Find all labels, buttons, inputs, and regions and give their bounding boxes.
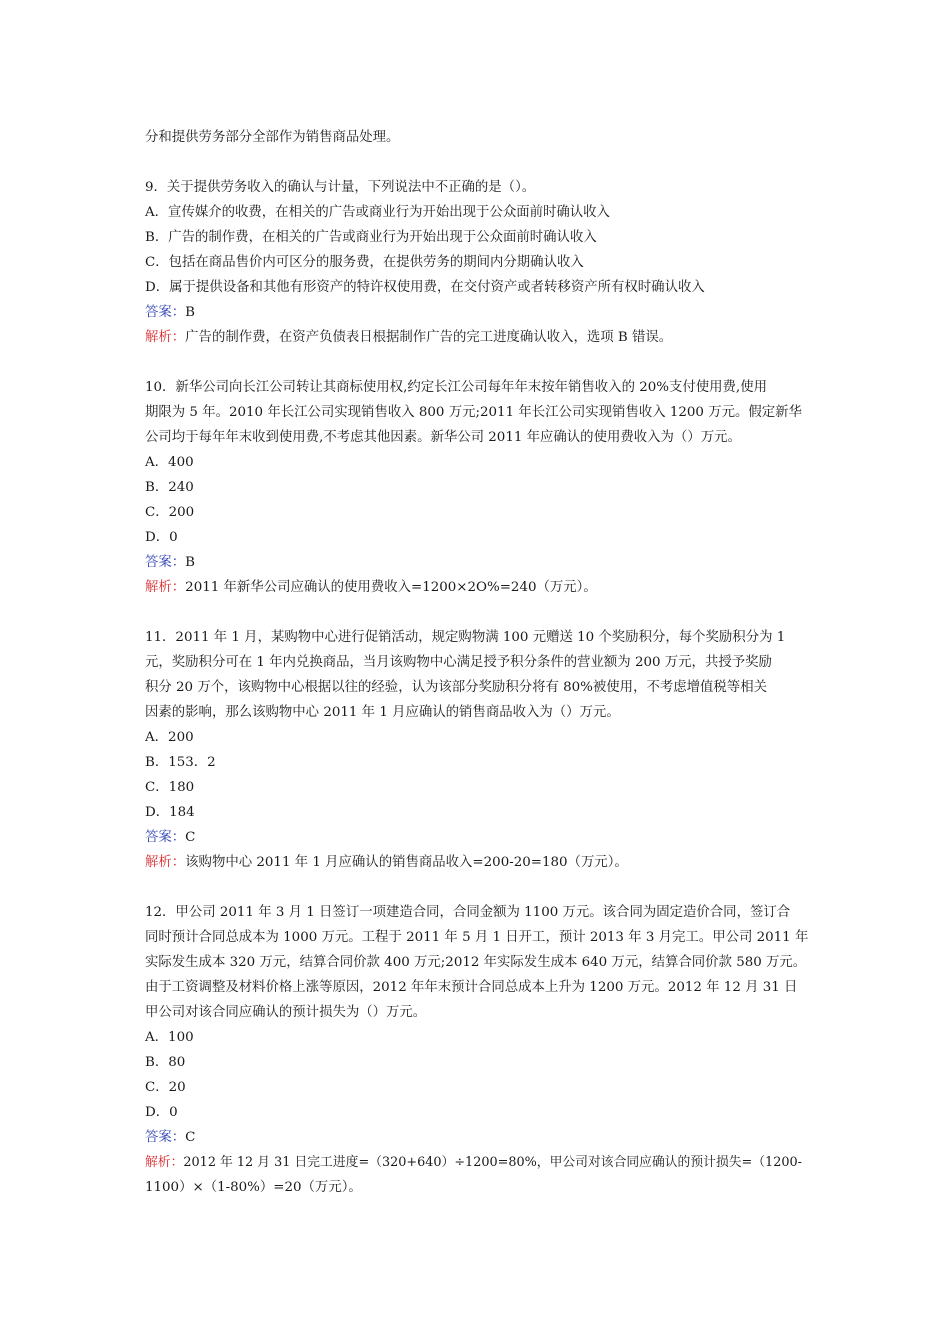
paragraph-intro-tail: 分和提供劳务部分全部作为销售商品处理。 [145, 130, 400, 145]
question-stem-line: 元，奖励积分可在 1 年内兑换商品，当月该购物中心满足授予积分条件的营业额为 200 万元，共授予奖励 [145, 655, 772, 670]
question-12 [145, 900, 810, 1200]
option-b: B．240 [145, 480, 194, 495]
option-d: D．184 [145, 805, 195, 820]
analysis-label: 解析： [145, 855, 186, 870]
option-d: D．属于提供设备和其他有形资产的特许权使用费，在交付资产或者转移资产所有权时确认收入 [145, 280, 705, 295]
option-b: B．80 [145, 1055, 186, 1070]
option-a: A．400 [145, 455, 194, 470]
analysis-text: 2011 年新华公司应确认的使用费收入=1200×2O%=240（万元）。 [185, 580, 597, 595]
question-stem-line: 公司均于每年年末收到使用费,不考虑其他因素。新华公司 2011 年应确认的使用费收入为（）万元。 [145, 430, 741, 445]
analysis-line [145, 325, 810, 350]
analysis-line [145, 1150, 810, 1175]
analysis-label: 解析： [145, 580, 186, 595]
question-stem-line: 11．2011 年 1 月，某购物中心进行促销活动，规定购物满 100 元赠送 10 个奖励积分，每个奖励积分为 1 [145, 630, 786, 645]
spacer [145, 150, 810, 175]
option-a: A．100 [145, 1030, 194, 1045]
spacer [145, 350, 810, 375]
question-stem-line: 期限为 5 年。2010 年长江公司实现销售收入 800 万元;2011 年长江公司实现销售收入 1200 万元。假定新华 [145, 405, 802, 420]
question-stem-line: 因素的影响，那么该购物中心 2011 年 1 月应确认的销售商品收入为（）万元。 [145, 705, 620, 720]
option-d: D．0 [145, 530, 178, 545]
answer-value: B [185, 305, 196, 320]
question-stem-line: 由于工资调整及材料价格上涨等原因，2012 年年末预计合同总成本上升为 1200 万元。2012 年 12 月 31 日 [145, 980, 798, 995]
analysis-label: 解析： [145, 330, 186, 345]
answer-line [145, 825, 810, 850]
spacer [145, 875, 810, 900]
analysis-label: 解析： [145, 1155, 184, 1170]
question-stem-line: 9．关于提供劳务收入的确认与计量，下列说法中不正确的是（）。 [145, 180, 536, 195]
answer-label: 答案： [145, 555, 186, 570]
answer-value: C [185, 1130, 196, 1145]
question-9 [145, 175, 810, 350]
option-b: B．广告的制作费，在相关的广告或商业行为开始出现于公众面前时确认收入 [145, 230, 597, 245]
question-stem-line: 12．甲公司 2011 年 3 月 1 日签订一项建造合同，合同金额为 1100 万元。该合同为固定造价合同，签订合 [145, 905, 791, 920]
answer-line [145, 300, 810, 325]
answer-line [145, 1125, 810, 1150]
question-stem-line: 积分 20 万个，该购物中心根据以往的经验，认为该部分奖励积分将有 80%被使用，不考虑增值税等相关 [145, 680, 767, 695]
answer-label: 答案： [145, 305, 186, 320]
question-stem-line: 同时预计合同总成本为 1000 万元。工程于 2011 年 5 月 1 日开工，预计 2013 年 3 月完工。甲公司 2011 年 [145, 930, 809, 945]
question-11 [145, 625, 810, 875]
question-stem-line: 10．新华公司向长江公司转让其商标使用权,约定长江公司每年年末按年销售收入的 20%支付使用费,使用 [145, 380, 767, 395]
analysis-line [145, 850, 810, 875]
option-c: C．20 [145, 1080, 186, 1095]
answer-value: B [185, 555, 196, 570]
answer-label: 答案： [145, 830, 186, 845]
question-10 [145, 375, 810, 600]
answer-line [145, 550, 810, 575]
answer-label: 答案： [145, 1130, 186, 1145]
spacer [145, 600, 810, 625]
option-b: B．153．2 [145, 755, 216, 770]
option-c: C．包括在商品售价内可区分的服务费，在提供劳务的期间内分期确认收入 [145, 255, 584, 270]
analysis-line [145, 575, 810, 600]
analysis-text: 该购物中心 2011 年 1 月应确认的销售商品收入=200-20=180（万元）。 [185, 855, 628, 870]
analysis-text: 2012 年 12 月 31 日完工进度=（320+640）÷1200=80%，甲公司对该合同应确认的预计损失=（1200- [183, 1155, 802, 1170]
question-stem-line: 甲公司对该合同应确认的预计损失为（）万元。 [145, 1005, 427, 1020]
answer-value: C [185, 830, 196, 845]
document-page [145, 125, 810, 1200]
option-c: C．180 [145, 780, 195, 795]
option-c: C．200 [145, 505, 195, 520]
option-d: D．0 [145, 1105, 178, 1120]
analysis-continuation: 1100）×（1-80%）=20（万元）。 [145, 1180, 362, 1195]
analysis-text: 广告的制作费，在资产负债表日根据制作广告的完工进度确认收入，选项 B 错误。 [185, 330, 673, 345]
option-a: A．宣传媒介的收费，在相关的广告或商业行为开始出现于公众面前时确认收入 [145, 205, 610, 220]
option-a: A．200 [145, 730, 194, 745]
question-stem-line: 实际发生成本 320 万元，结算合同价款 400 万元;2012 年实际发生成本 640 万元，结算合同价款 580 万元。 [145, 955, 807, 970]
